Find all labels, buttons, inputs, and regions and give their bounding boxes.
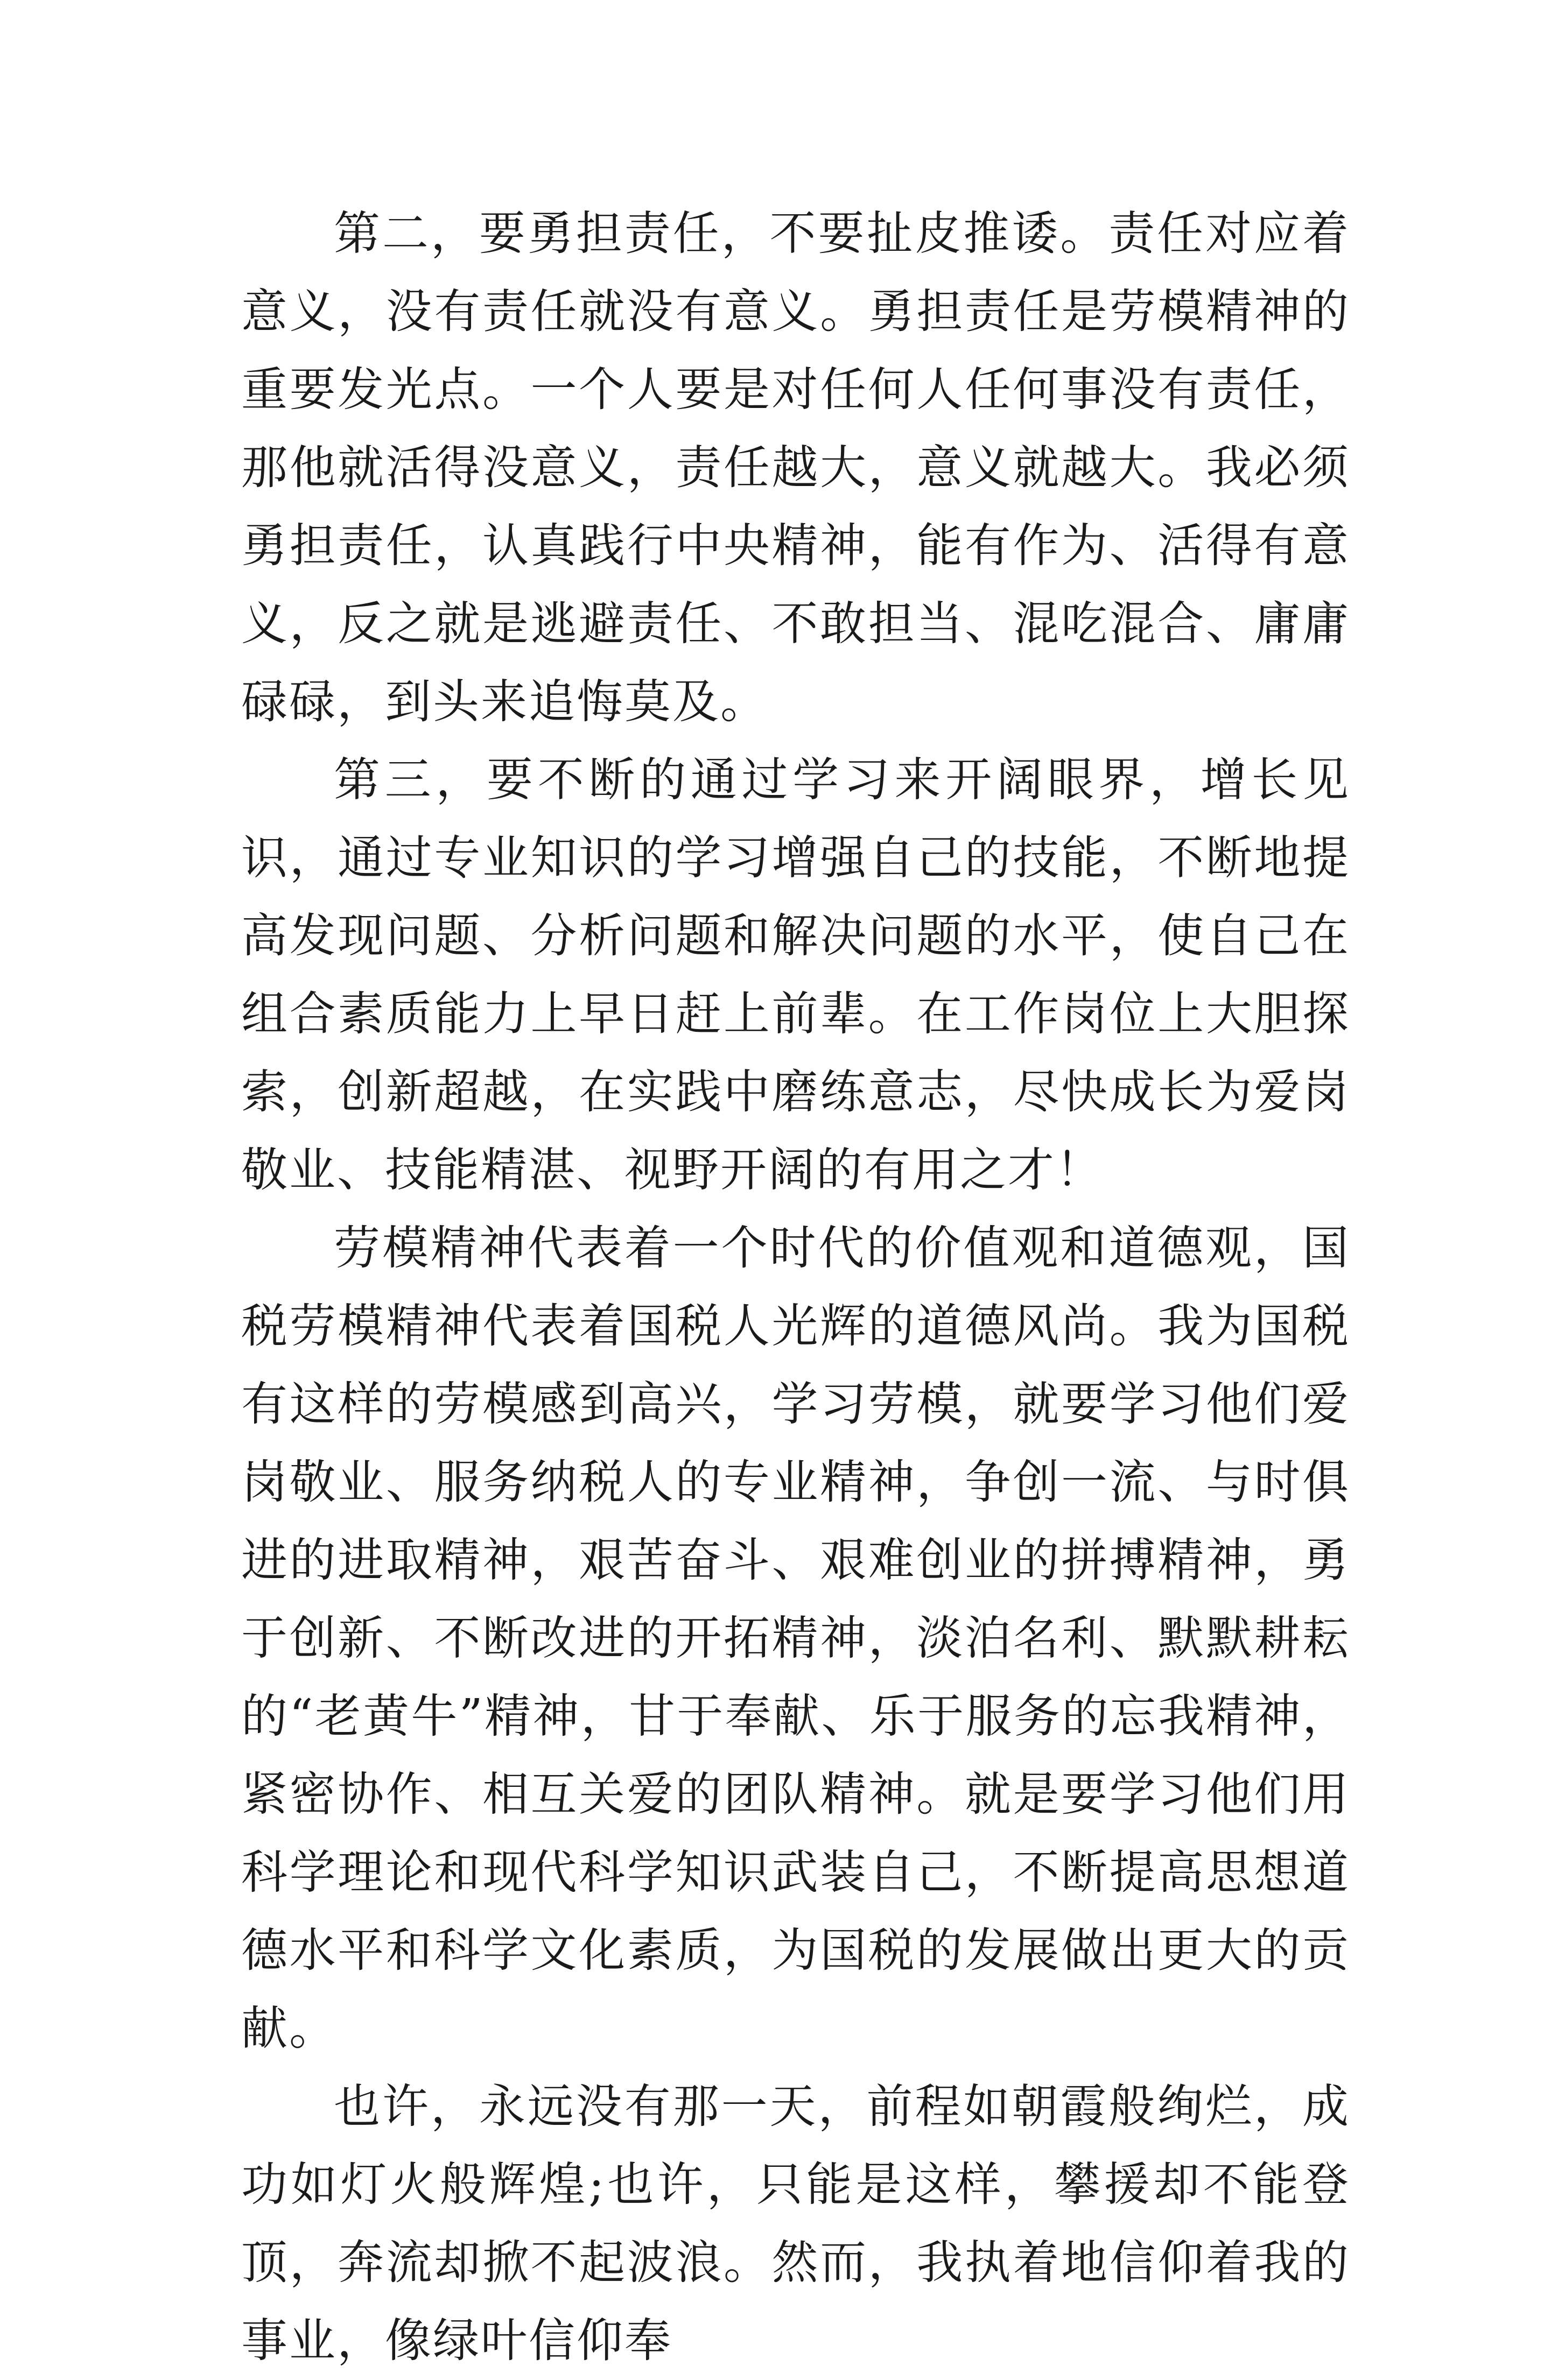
paragraph-perseverance: 也许，永远没有那一天，前程如朝霞般绚烂，成功如灯火般辉煌;也许，只能是这样，攀援却不能登顶，奔流却掀不起波浪。然而，我执着地信仰着我的事业，像绿叶信仰奉	[241, 2080, 1350, 2368]
document-body	[241, 195, 1350, 2380]
paragraph-model-worker-spirit: 劳模精神代表着一个时代的价值观和道德观，国税劳模精神代表着国税人光辉的道德风尚。我为国税有这样的劳模感到高兴，学习劳模，就要学习他们爱岗敬业、服务纳税人的专业精神，争创一流、与时俱进的进取精神，艰苦奋斗、艰难创业的拼搏精神，勇于创新、不断改进的开拓精神，淡泊名利、默默耕耘的“老黄牛”精神，甘于奉献、乐于服务的忘我精神，紧密协作、相互关爱的团队精神。就是要学习他们用科学理论和现代科学知识武装自己，不断提高思想道德水平和科学文化素质，为国税的发展做出更大的贡献。	[241, 1221, 1350, 2055]
paragraph-learning: 第三，要不断的通过学习来开阔眼界，增长见识，通过专业知识的学习增强自己的技能，不断地提高发现问题、分析问题和解决问题的水平，使自己在组合素质能力上早日赶上前辈。在工作岗位上大胆探索，创新超越，在实践中磨练意志，尽快成长为爱岗敬业、技能精湛、视野开阔的有用之才！	[241, 753, 1350, 1197]
paragraph-responsibility: 第二，要勇担责任，不要扯皮推诿。责任对应着意义，没有责任就没有意义。勇担责任是劳模精神的重要发光点。一个人要是对任何人任何事没有责任，那他就活得没意义，责任越大，意义就越大。我必须勇担责任，认真践行中央精神，能有作为、活得有意义，反之就是逃避责任、不敢担当、混吃混合、庸庸碌碌，到头来追悔莫及。	[241, 207, 1350, 729]
